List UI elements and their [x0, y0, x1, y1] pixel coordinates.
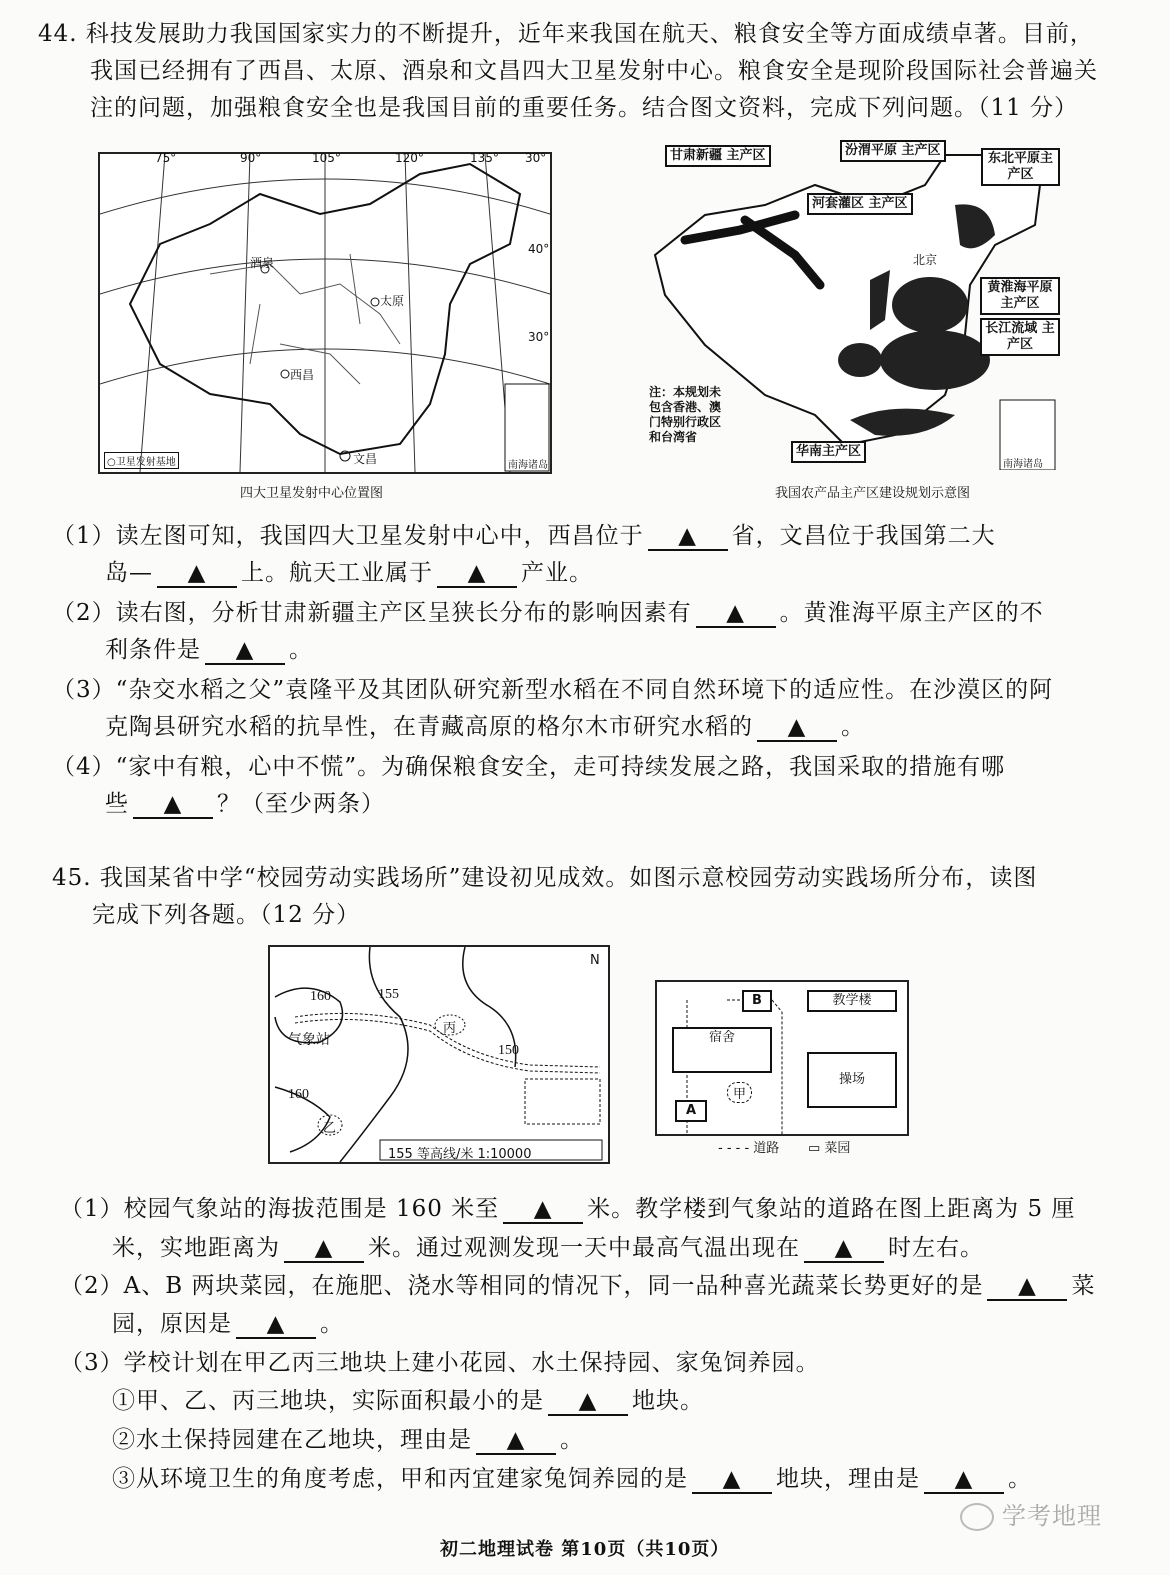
city-taiyuan: 太原 — [380, 294, 405, 308]
lon-label: 120° — [395, 151, 424, 165]
answer-blank[interactable]: ▲ — [476, 1427, 556, 1455]
wechat-icon — [960, 1503, 994, 1531]
q44-intro-line1: 44. 科技发展助力我国国家实力的不断提升，近年来我国在航天、粮食安全等方面成绩卓著。目前， — [38, 21, 1094, 47]
q45-item2-line2: 园，原因是 ▲ 。 — [112, 1311, 344, 1337]
q45-item3-sub1: ①甲、乙、丙三地块，实际面积最小的是 ▲ 地块。 — [112, 1388, 704, 1414]
satellite-center-map — [98, 152, 552, 474]
playground: 操场 — [807, 1052, 897, 1108]
city-jiuquan: 酒泉 — [250, 256, 275, 270]
answer-blank[interactable]: ▲ — [692, 1466, 772, 1494]
q44-item2-line2: 利条件是 ▲ 。 — [105, 637, 313, 663]
dormitory: 宿舍 — [672, 1027, 772, 1073]
q44-intro-line3: 注的问题，加强粮食安全也是我国目前的重要任务。结合图文资料，完成下列问题。（11 分） — [90, 95, 1079, 121]
q44-item3-line2: 克陶县研究水稻的抗旱性，在青藏高原的格尔木市研究水稻的 ▲ 。 — [105, 714, 865, 740]
answer-blank[interactable]: ▲ — [503, 1196, 583, 1224]
answer-blank[interactable]: ▲ — [757, 714, 837, 742]
lat-label: 30° — [528, 330, 550, 344]
right-map-caption: 我国农产品主产区建设规划示意图 — [775, 486, 971, 501]
q45-item3-sub2: ②水土保持园建在乙地块，理由是 ▲ 。 — [112, 1427, 584, 1453]
map-legend: ○卫星发射基地 — [104, 452, 179, 469]
page-footer: 初二地理试卷 第10页（共10页） — [440, 1539, 730, 1560]
region-fenwei: 汾渭平原 主产区 — [840, 140, 946, 162]
plot-a: 甲 — [727, 1082, 752, 1103]
garden-a: A — [675, 1100, 707, 1122]
lon-label: 135° — [470, 151, 499, 165]
q44-intro-line2: 我国已经拥有了西昌、太原、酒泉和文昌四大卫星发射中心。粮食安全是现阶段国际社会普遍关 — [90, 58, 1098, 84]
inset-label: 南海诸岛 — [508, 460, 548, 471]
watermark: 学考地理 — [960, 1500, 1102, 1533]
region-gansu-xinjiang: 甘肃新疆 主产区 — [665, 145, 771, 167]
city-xichang: 西昌 — [290, 368, 315, 382]
plot-c: 丙 — [443, 1021, 457, 1036]
answer-blank[interactable]: ▲ — [924, 1466, 1004, 1494]
contour-150: 150 — [498, 1043, 519, 1058]
answer-blank[interactable]: ▲ — [437, 560, 517, 588]
q45-intro-line2: 完成下列各题。（12 分） — [92, 902, 361, 928]
contour-legend: 155 等高线/米 1:10000 — [388, 1147, 532, 1162]
q44-item3-line1: （3）“杂交水稻之父”袁隆平及其团队研究新型水稻在不同自然环境下的适应性。在沙漠区的阿 — [52, 677, 1054, 703]
q44-item4-line2: 些 ▲ ？（至少两条） — [105, 791, 385, 817]
q44-item1-line1: （1）读左图可知，我国四大卫星发射中心中，西昌位于 ▲ 省，文昌位于我国第二大 — [52, 523, 996, 549]
answer-blank[interactable]: ▲ — [648, 523, 728, 551]
inset-label: 南海诸岛 — [1003, 459, 1043, 470]
garden-legend: ▭ 菜园 — [808, 1141, 851, 1156]
lat-label: 40° — [528, 242, 550, 256]
lon-label: 30° — [525, 151, 547, 165]
region-northeast: 东北平原主产区 — [981, 148, 1060, 186]
q45-item1-line2: 米，实地距离为 ▲ 米。通过观测发现一天中最高气温出现在 ▲ 时左右。 — [112, 1235, 984, 1261]
lon-label: 105° — [312, 151, 341, 165]
teaching-building: 教学楼 — [807, 990, 897, 1012]
region-hetao: 河套灌区 主产区 — [807, 193, 913, 215]
contour-160: 160 — [310, 989, 331, 1004]
answer-blank[interactable]: ▲ — [205, 637, 285, 665]
agri-region-map — [645, 145, 1060, 470]
lon-label: 75° — [155, 151, 177, 165]
lon-label: 90° — [240, 151, 262, 165]
q45-item3-line1: （3）学校计划在甲乙丙三地块上建小花园、水土保持园、家兔饲养园。 — [60, 1350, 820, 1376]
q45-intro-line1: 45. 我国某省中学“校园劳动实践场所”建设初见成效。如图示意校园劳动实践场所分布，读图 — [52, 865, 1038, 891]
answer-blank[interactable]: ▲ — [548, 1388, 628, 1416]
answer-blank[interactable]: ▲ — [987, 1273, 1067, 1301]
china-map-graphic — [100, 154, 550, 472]
answer-blank[interactable]: ▲ — [133, 791, 213, 819]
road-legend: - - - - 道路 — [718, 1141, 780, 1156]
q44-item4-line1: （4）“家中有粮，心中不慌”。为确保粮食安全，走可持续发展之路，我国采取的措施有哪 — [52, 754, 1006, 780]
plot-b: 乙 — [323, 1121, 337, 1136]
city-wenchang: 文昌 — [353, 452, 378, 466]
answer-blank[interactable]: ▲ — [236, 1311, 316, 1339]
q45-item3-sub3: ③从环境卫生的角度考虑，甲和丙宜建家兔饲养园的是 ▲ 地块，理由是 ▲ 。 — [112, 1466, 1032, 1492]
contour-graphic — [270, 947, 608, 1162]
q45-item1-line1: （1）校园气象站的海拔范围是 160 米至 ▲ 米。教学楼到气象站的道路在图上距离为 5 厘 — [60, 1196, 1076, 1222]
garden-b: B — [742, 990, 772, 1012]
north-label: N — [590, 953, 600, 968]
contour-155: 155 — [378, 987, 399, 1002]
map-note: 注：本规划未 包含香港、澳 门特别行政区 和台湾省 — [649, 385, 722, 444]
region-huanghuaihai: 黄淮海平原 主产区 — [980, 277, 1060, 315]
answer-blank[interactable]: ▲ — [157, 560, 237, 588]
answer-blank[interactable]: ▲ — [804, 1235, 884, 1263]
region-south-china: 华南主产区 — [791, 441, 866, 463]
beijing-label: 北京 — [913, 253, 938, 267]
q45-item2-line1: （2）A、B 两块菜园，在施肥、浇水等相同的情况下，同一品种喜光蔬菜长势更好的是 ▲ 菜 — [60, 1273, 1096, 1299]
answer-blank[interactable]: ▲ — [284, 1235, 364, 1263]
weather-station-label: 气象站 — [288, 1032, 330, 1048]
campus-contour-map — [268, 945, 610, 1164]
campus-detail — [655, 980, 909, 1136]
answer-blank[interactable]: ▲ — [696, 600, 776, 628]
q44-item1-line2: 岛— ▲ 上。航天工业属于 ▲ 产业。 — [105, 560, 593, 586]
q44-item2-line1: （2）读右图，分析甘肃新疆主产区呈狭长分布的影响因素有 ▲ 。黄淮海平原主产区的不 — [52, 600, 1044, 626]
contour-160-b: 160 — [288, 1087, 309, 1102]
left-map-caption: 四大卫星发射中心位置图 — [240, 486, 384, 501]
region-yangtze: 长江流域 主产区 — [980, 318, 1060, 356]
